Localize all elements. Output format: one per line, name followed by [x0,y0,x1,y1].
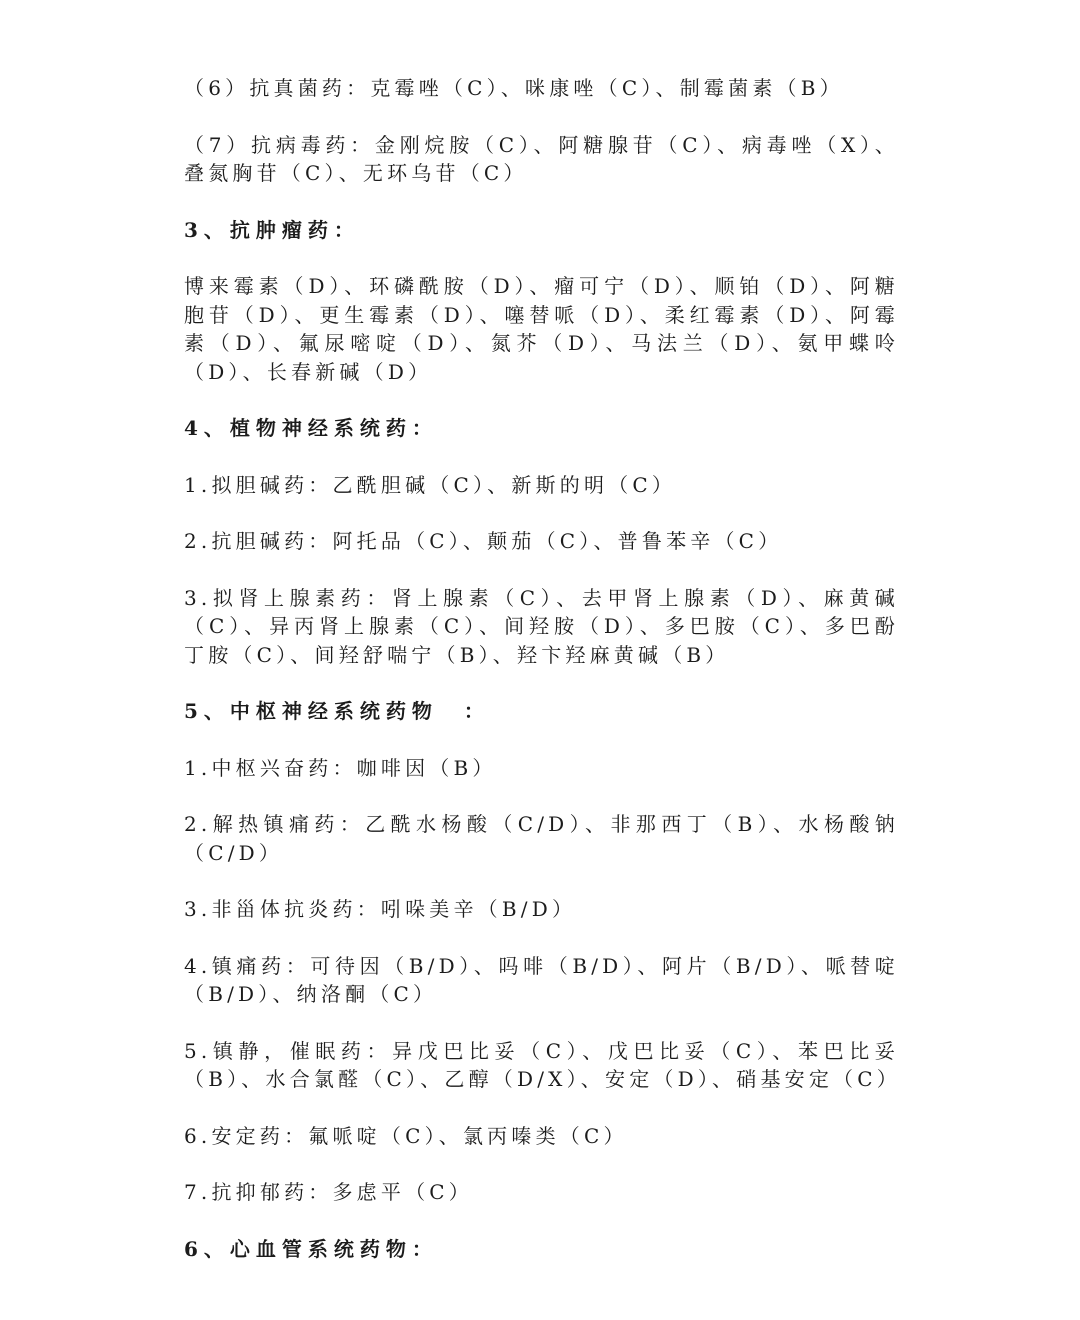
paragraph-antipyretic: 2.解热镇痛药：乙酰水杨酸（C/D）、非那西丁（B）、水杨酸钠（C/D） [184,812,899,865]
paragraph-cns-stimulant: 1.中枢兴奋药：咖啡因（B） [184,755,497,780]
paragraph-adrenergic: 3.拟肾上腺素药：肾上腺素（C）、去甲肾上腺素（D）、麻黄碱（C）、异丙肾上腺素（C）、间羟胺（D）、多巴胺（C）、多巴酚丁胺（C）、间羟舒喘宁（B）、羟卞羟麻黄碱（B） [184,585,899,667]
section-heading-antitumor: 3、抗肿瘤药： [184,217,360,242]
paragraph-nsaid: 3.非甾体抗炎药：吲哚美辛（B/D） [184,897,577,921]
document-page [184,74,899,1291]
paragraph-antitumor-drugs: 博来霉素（D）、环磷酰胺（D）、瘤可宁（D）、顺铂（D）、阿糖胞苷（D）、更生霉素（D）、噻替哌（D）、柔红霉素（D）、阿霉素（D）、氟尿嘧啶（D）、氮芥（D）、马法兰（D）、氨甲蝶呤（D）、长春新碱（D） [184,274,899,384]
paragraph-antiviral: （7）抗病毒药：金刚烷胺（C）、阿糖腺苷（C）、病毒唑（X）、叠氮胸苷（C）、无环乌苷（C） [184,132,899,185]
section-heading-autonomic: 4、植物神经系统药： [184,416,438,440]
section-heading-cns: 5、中枢神经系统药物 ： [184,699,490,723]
paragraph-antifungal: （6）抗真菌药：克霉唑（C）、咪康唑（C）、制霉菌素（B） [184,76,844,100]
paragraph-anticholinergic: 2.抗胆碱药：阿托品（C）、颠茄（C）、普鲁苯辛（C） [184,529,783,553]
paragraph-sedative: 5.镇静，催眠药：异戊巴比妥（C）、戊巴比妥（C）、苯巴比妥（B）、水合氯醛（C）、乙醇（D/X）、安定（D）、硝基安定（C） [184,1038,901,1091]
paragraph-antidepressant: 7.抗抑郁药：多虑平（C） [184,1180,473,1204]
paragraph-cholinergic: 1.拟胆碱药：乙酰胆碱（C）、新斯的明（C） [184,472,677,497]
paragraph-tranquilizer: 6.安定药：氟哌啶（C）、氯丙嗪类（C） [184,1123,628,1148]
paragraph-analgesic: 4.镇痛药：可待因（B/D）、吗啡（B/D）、阿片（B/D）、哌替啶（B/D）、纳洛酮（C） [184,953,899,1006]
section-heading-cardiovascular: 6、心血管系统药物： [184,1236,438,1261]
